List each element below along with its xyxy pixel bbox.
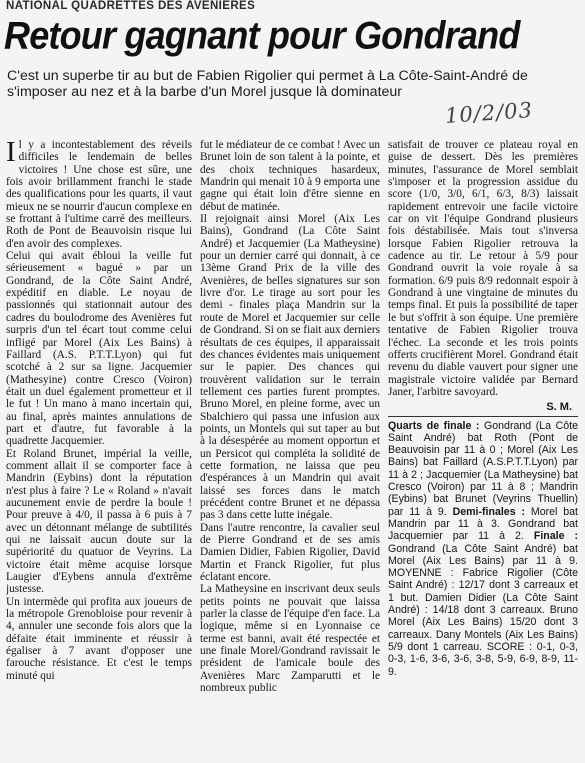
paragraph: Il rejoignait ainsi Morel (Aix Les Bains), Gondrand (La Côte Saint André) et Jacquemier (La Matheysine) pour un dernier carré qui donnait, à ce 13ème Grand Prix de la ville des Avenières, de belles signatures sur son livre d'or. Le tirage au sort pour les demi - finales plaça Mandrin sur la route de Morel et Jacquemier sur celle de Gondrand. Si on se fiait aux derniers résultats de ces équipes, il apparaissait des chances évidentes mais uniquement sur le papier. Des chances qui trouvèrent validation sur le terrain tellement ces parties furent promptes. Bruno Morel, en pleine forme, avec un Sbalchiero qui passa une infusion aux points, un Montels qui sut taper au but à la désespérée au moment opportun et un Persicot qui compléta la solidité de cette formation, ne laissa que peu d'espérances à un Mandrin qui avait laissé ses forces dans le match précédent contre Brunet et ne dépassa pas 3 dans cette lutte inégale. xyxy=(200,213,380,522)
handwritten-date: 10/2/03 xyxy=(444,97,534,129)
section-kicker: NATIONAL QUADRETTES DES AVENIÈRES xyxy=(6,0,256,12)
article-headline: Retour gagnant pour Gondrand xyxy=(4,12,520,58)
results-quarterfinals-label: Quarts de finale : xyxy=(388,419,480,432)
article-column-3 xyxy=(388,139,578,763)
article-column-2 xyxy=(200,139,380,763)
paragraph: satisfait de trouver ce plateau royal en guise de dessert. Dès les premières minutes, l'assurance de Morel semblait s'imposer et la progression assidue du score (1/0, 3/0, 6/1, 6/3, 8/3) laissait rapidement entrevoir une facile victoire car on vit l'équipe Gondrand plusieurs fois déstabilisée. Mais tout s'inversa lorsque Fabien Rigolier retrouva la cadence au tir. Le retour à 5/9 pour Gondrand ouvrit la voie royale à sa formation. 6/9 puis 8/9 redonnait espoir à Gondrand à une vingtaine de minutes du temps final. Et puis la possibilité de taper le but s'offrit à son équipe. Une première tentative de Fabien Rigolier trouva l'échec. La seconde et les trois points offerts crucifièrent Morel. Gondrand était revenu du diable vauvert pour signer une magistrale victoire validée par Bernard Janer, l'arbitre savoyard. xyxy=(388,139,578,398)
paragraph: Et Roland Brunet, impérial la veille, comment allait il se comporter face à Mandrin (Eybins) dont la réputation n'est plus à faire ? Le « Roland » n'avait aucunement envie de perdre la boule ! Pour preuve à 4/0, il passa à 6 puis à 7 avec un détonnant mélange de subtilités qui ne laissait aucun doute sur la supériorité du quatuor de Veyrins. La victoire était même acquise lorsque Laugier d'Eybens annula d'extrême justesse. xyxy=(6,447,192,596)
paragraph: Un intermède qui profita aux joueurs de la métropole Grenobloise pour revenir à 4, annuler une seconde fois alors que la défaite était imminente et réussir à égaliser à 7 avant d'opposer une farouche résistance. Et c'est le temps minuté qui xyxy=(6,595,192,682)
drop-cap: I xyxy=(6,139,16,168)
results-box xyxy=(388,420,578,678)
paragraph: Celui qui avait ébloui la veille fut sérieusement « bagué » par un Gondrand, de la Côte Saint André, expéditif en diable. Le noyau de passionnés qui stationnait autour des cadres du boulodrome des Avenières fut surpris d'un tel écart tout comme celui infligé par Morel (Aix Les Bains) à Faillard (A.S. P.T.T.Lyon) qui fut scotché à 2 sur sa ligne. Jacquemier (Mathesyine) contre Cresco (Voiron) était un duel également prometteur et il le fut ! Un mano à mano incertain qui, au final, après maintes annulations de part et d'autre, fut favorable à la quadrette Jacquemier. xyxy=(6,250,192,448)
paragraph-text: l y a incontestablement des réveils difficiles le lendemain de belles victoires ! Une chose est sûre, une fois avoir brillamment franchi le stade des qualifications pour les quarts, il vaut mieux ne se nourrir d'aucun complexe en se frottant à l'ultime carré des meilleurs. Roth de Pont de Beauvoisin risque lui d'en avoir des complexes. xyxy=(6,139,192,250)
article-deck: C'est un superbe tir au but de Fabien Rigolier qui permet à La Côte-Saint-André de s'imposer au nez et à la barbe d'un Morel jusque là dominateur xyxy=(7,68,528,100)
paragraph: La Matheysine en inscrivant deux seuls petits points ne pouvait que laissa parler la classe de l'équipe d'en face. La logique, même si en Lyonnaise ce terme est banni, avait été respectée et une finale Morel/Gondrand ravissait le président de l'amicale boule des Avenières Marc Zamparutti et le nombreux public xyxy=(200,583,380,695)
paragraph xyxy=(6,139,192,250)
results-quarterfinals: Gondrand (La Côte Saint André) bat Roth (Pont de Beauvoisin par 11 à 0 ; Morel (Aix Les Bains) bat Faillard (A.S.P.T.T.Lyon) par 11 à 2 ; Jacquemier (La Matheysine) bat Cresco (Voiron) par 11 à 8 ; Mandrin (Eybins) bat Brunet (Veyrins Thuellin) par 11 à 9. xyxy=(388,419,578,518)
results-semifinals: Morel bat Mandrin par 11 à 3. Gondrand bat Jacquemier par 11 à 2. xyxy=(388,505,578,543)
results-final: Gondrand (La Côte Saint André) bat Morel (Aix Les Bains) par 11 à 9. MOYENNE : Fabrice Rigolier (Côte Saint André) : 12/17 dont 3 carreaux et 1 but. Damien Didier (La Côte Saint André) : 14/18 dont 3 carreaux. Bruno Morel (Aix Les Bains) 15/20 dont 3 carreaux. Dany Montels (Aix Les Bains) 5/9 dont 1 carreau. SCORE : 0-1, 0-3, 0-3, 1-6, 3-6, 3-6, 3-8, 5-9, 6-9, 8-9, 11-9. xyxy=(388,542,578,678)
article-column-1 xyxy=(6,139,192,763)
paragraph: fut le médiateur de ce combat ! Avec un Brunet loin de son talent à la pointe, et des choix techniques hasardeux, Mandrin qui menait 10 à 9 emporta une gagne qui était loin d'être sienne en début de matinée. xyxy=(200,139,380,213)
results-final-label: Finale : xyxy=(533,530,578,543)
paragraph: Dans l'autre rencontre, la cavalier seul de Pierre Gondrand et de ses amis Damien Didier, Fabien Rigolier, David Martin et Franck Rigolier, fut plus éclatant encore. xyxy=(200,521,380,584)
divider xyxy=(388,416,578,417)
results-semifinals-label: Demi-finales : xyxy=(452,505,526,518)
author-signature: S. M. xyxy=(546,401,572,414)
